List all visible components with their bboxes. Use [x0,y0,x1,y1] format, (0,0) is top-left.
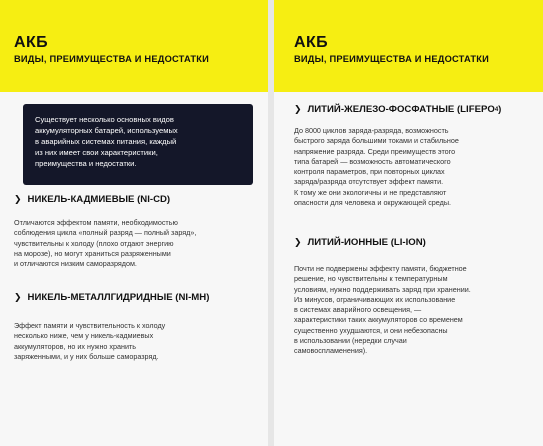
body-line: в использовании (нередки случаи [294,336,407,346]
right-header-subtitle: ВИДЫ, ПРЕИМУЩЕСТВА И НЕДОСТАТКИ [294,54,490,64]
right-header-title: АКБ [294,34,329,51]
section-title-subscript: 4 [494,106,499,113]
section-title-text: НИКЕЛЬ-МЕТАЛЛГИДРИДНЫЕ (NI-MH) [27,292,210,303]
body-line: характеристики таких аккумуляторов со временем [294,315,463,325]
section-title-text: ЛИТИЙ-ИОННЫЕ (LI-ION) [307,237,426,248]
section-title-text: ЛИТИЙ-ЖЕЛЕЗО-ФОСФАТНЫЕ (LIFEPO [307,104,495,115]
section-body-liion [294,264,471,357]
body-line: Почти не подвержены эффекту памяти, бюджетное [294,264,467,273]
section-title-text: НИКЕЛЬ-КАДМИЕВЫЕ (NI-CD) [27,194,171,205]
body-line: заряда/разряда отсутствует эффект памяти. [294,177,444,187]
body-line: Отличаются эффектом памяти, необходимостью [14,218,178,227]
body-line: быстрого заряда большими токами и стабильное [294,136,459,146]
body-line: типа батарей — возможность автоматического [294,156,451,166]
chevron-right-icon: ❯ [294,104,302,114]
intro-line: аккумуляторных батарей, используемых [35,126,178,135]
intro-line: преимущества и недостатки. [35,159,137,168]
chevron-right-icon: ❯ [294,237,302,247]
intro-line: Существует несколько основных видов [35,115,174,124]
intro-line: из них имеет свои характеристики, [35,148,158,157]
left-header-subtitle: ВИДЫ, ПРЕИМУЩЕСТВА И НЕДОСТАТКИ [14,54,210,64]
left-header-title: АКБ [14,34,49,51]
body-line: условиям, нужно поддерживать заряд при хранении. [294,284,471,294]
section-title-liion [294,237,426,248]
intro-box [23,104,253,185]
body-line: контроля параметров, при повторных циклах [294,167,445,177]
body-line: напряжение разряда. Среди преимуществ этого [294,146,456,156]
body-line: самовоспламенения). [294,346,368,356]
left-header [0,0,268,92]
body-line: Из минусов, ограничивающих их использование [294,294,456,304]
body-line: решение, но чувствительны к температурным [294,274,448,284]
intro-text [23,104,253,169]
section-body-nicd [14,218,196,269]
body-line: в системах аварийного освещения, — [294,305,422,315]
body-line: аккумуляторов, но их нужно хранить [14,341,137,351]
body-line: соблюдения цикла «полный разряд — полный заряд», [14,228,197,238]
right-page [274,0,543,446]
body-line: К тому же они экологичны и не представляют [294,187,447,197]
body-line: существенно ухудшаются, и они небезопасны [294,325,448,335]
right-header [274,0,543,92]
chevron-right-icon: ❯ [14,194,22,204]
section-body-lifepo4 [294,126,459,208]
body-line: опасности для человека и окружающей среды. [294,198,451,208]
section-title-nimh [14,292,209,303]
section-title-nicd [14,194,170,205]
body-line: До 8000 циклов заряда-разряда, возможность [294,126,449,135]
body-line: несколько ниже, чем у никель-кадмиевых [14,331,154,341]
left-page [0,0,268,446]
chevron-right-icon: ❯ [14,292,22,302]
intro-line: в аварийных системах питания, каждый [35,137,177,146]
section-body-nimh [14,321,165,362]
body-line: чувствительны к холоду (плохо отдают энергию [14,238,174,248]
body-line: и отличаются низким саморазрядом. [14,259,137,269]
body-line: Эффект памяти и чувствительность к холоду [14,321,166,330]
body-line: заряженными, и у них больше саморазряд. [14,351,159,361]
body-line: на морозе), но могут храниться разряженными [14,248,171,258]
section-title-close: ) [498,104,502,115]
section-title-lifepo4 [294,104,501,115]
